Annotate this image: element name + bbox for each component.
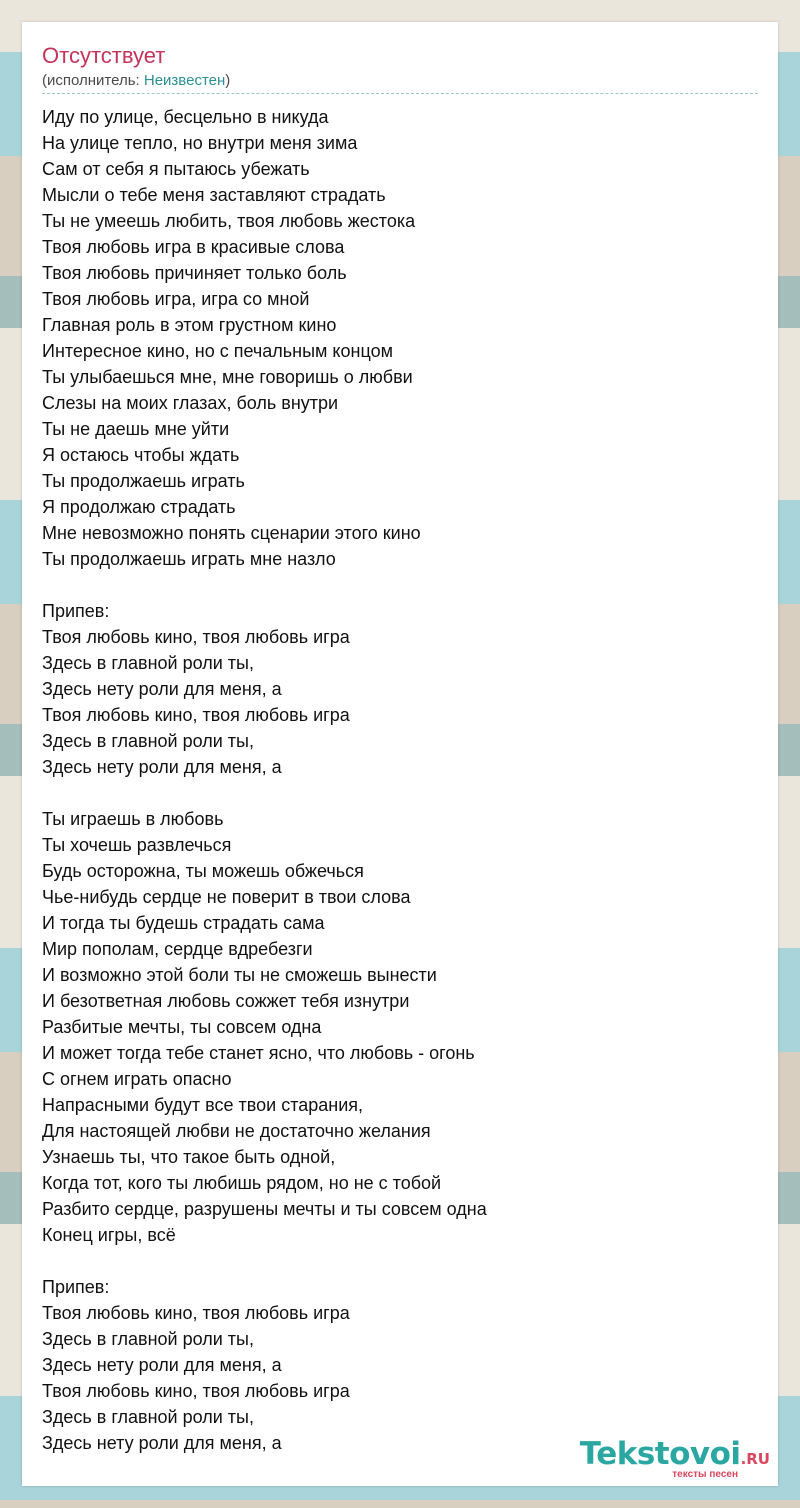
logo-tld: .RU <box>740 1450 770 1468</box>
lyrics-card <box>22 22 778 1486</box>
artist-link[interactable]: Неизвестен <box>143 72 226 89</box>
artist-prefix: (исполнитель: <box>42 72 144 89</box>
logo-name: Tekstovoi <box>579 1436 741 1472</box>
site-logo[interactable] <box>580 1438 770 1480</box>
lyrics-text: Иду по улице, бесцельно в никуда На улице тепло, но внутри меня зима Сам от себя я пытаюсь убежать Мысли о тебе меня заставляют страдать Ты не умеешь любить, твоя любовь жестока Твоя любовь игра в красивые слова Твоя любовь причиняет только боль Твоя любовь игра, игра со мной Главная роль в этом грустном кино Интересное кино, но с печальным концом Ты улыбаешься мне, мне говоришь о любви Слезы на моих глазах, боль внутри Ты не даешь мне уйти Я остаюсь чтобы ждать Ты продолжаешь играть Я продолжаю страдать Мне невозможно понять сценарии этого кино Ты продолжаешь играть мне назло Припев: Твоя любовь кино, твоя любовь игра Здесь в главной роли ты, Здесь нету роли для меня, а Твоя любовь кино, твоя любовь игра Здесь в главной роли ты, Здесь нету роли для меня, а Ты играешь в любовь Ты хочешь развлечься Будь осторожна, ты можешь обжечься Чье-нибудь сердце не поверит в твои слова И тогда ты будешь страдать сама Мир пополам, сердце вдребезги И возможно этой боли ты не сможешь вынести И безответная любовь сожжет тебя изнутри Разбитые мечты, ты совсем одна И может тогда тебе станет ясно, что любовь - огонь С огнем играть опасно Напрасными будут все твои старания, Для настоящей любви не достаточно желания Узнаешь ты, что такое быть одной, Когда тот, кого ты любишь рядом, но не с тобой Разбито сердце, разрушены мечты и ты совсем одна Конец игры, всё Припев: Твоя любовь кино, твоя любовь игра Здесь в главной роли ты, Здесь нету роли для меня, а Твоя любовь кино, твоя любовь игра Здесь в главной роли ты, Здесь нету роли для меня, а <box>42 107 487 1453</box>
artist-suffix: ) <box>225 72 231 89</box>
logo-tagline: тексты песен <box>672 1469 738 1480</box>
song-title: Отсутствует <box>42 43 166 68</box>
artist-line <box>42 72 758 94</box>
